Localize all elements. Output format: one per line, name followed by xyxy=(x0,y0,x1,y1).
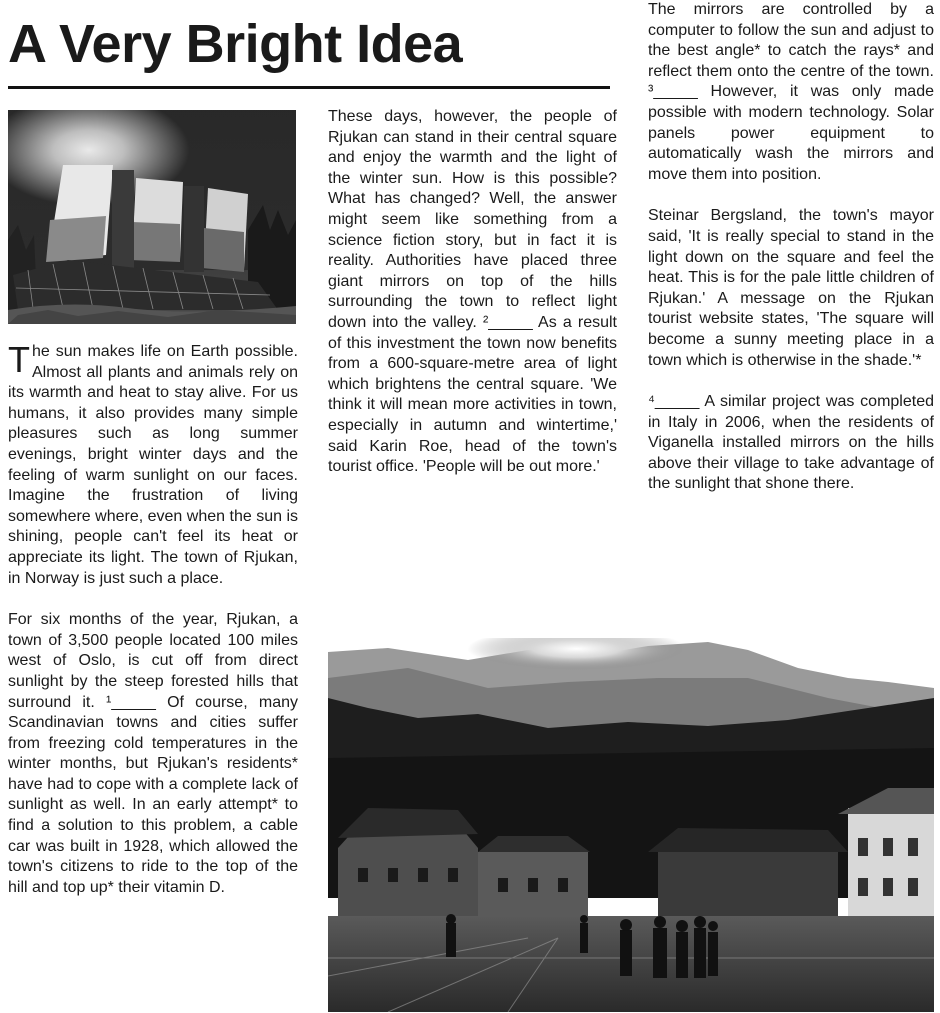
paragraph-mirror-control: The mirrors are controlled by a computer to follow the sun and adjust to the best angle* to catch the rays* and reflect them onto the centre of the town. ³_____ However, it was only made possible with modern technology. Solar panels power equipment to automatically wash the mirrors and move them into position. xyxy=(648,1,934,183)
column-2 xyxy=(328,107,617,499)
paragraph-viganella: ⁴_____ A similar project was completed in Italy in 2006, when the residents of Viganella installed mirrors on the hills above their village to take advantage of the sunlight that shone there. xyxy=(648,393,934,493)
mirrors-photo xyxy=(8,110,296,324)
intro-text: he sun makes life on Earth possible. Almost all plants and animals rely on its warmth and heat to stay alive. For us humans, it also provides many simple pleasures such as long summer evenings, bright winter days and the feeling of warm sunlight on our faces. Imagine the frustration of living somewhere where, even when the sun is shining, people can't feel its heat or appreciate its light. The town of Rjukan, in Norway is just such a place. xyxy=(8,343,298,587)
drop-cap: T xyxy=(8,339,30,380)
town-square-photo xyxy=(328,638,934,1012)
paragraph-mayor-quote: Steinar Bergsland, the town's mayor said, 'It is really special to stand in the light down on the square and feel the heat. This is for the pale little children of Rjukan.' A message on the Rjukan tourist website states, 'The square will become a sunny meeting place in a town which is otherwise in the shade.'* xyxy=(648,207,934,369)
article-title: A Very Bright Idea xyxy=(8,14,463,74)
paragraph-rjukan-sunlight: For six months of the year, Rjukan, a town of 3,500 people located 100 miles west of Oslo, is cut off from direct sunlight by the steep forested hills that surround it. ¹_____ Of course, many Scandinavian towns and cities suffer from freezing cold temperatures in the winter months, but Rjukan's residents* have had to cope with a complete lack of sunlight as well. In an early attempt* to find a solution to this problem, a cable car was built in 1928, which allowed the town's citizens to ride to the top of the hill and top up* their vitamin D. xyxy=(8,611,298,896)
column-1 xyxy=(8,339,298,919)
paragraph-mirrors-placed: These days, however, the people of Rjukan can stand in their central square and enjoy the warmth and the light of the winter sun. How is this possible? What has changed? Well, the answer might seem like something from a science fiction story, but in fact it is reality. Authorities have placed three giant mirrors on top of the hills surrounding the town to reflect light down into the valley. ²_____ As a result of this investment the town now benefits from a 600-square-metre area of light which brightens the central square. 'We think it will mean more activities in town, especially in autumn and wintertime,' said Karin Roe, head of the town's tourist office. 'People will be out more.' xyxy=(328,108,617,476)
column-3 xyxy=(648,0,934,516)
title-rule xyxy=(8,86,610,89)
intro-paragraph xyxy=(8,339,298,589)
